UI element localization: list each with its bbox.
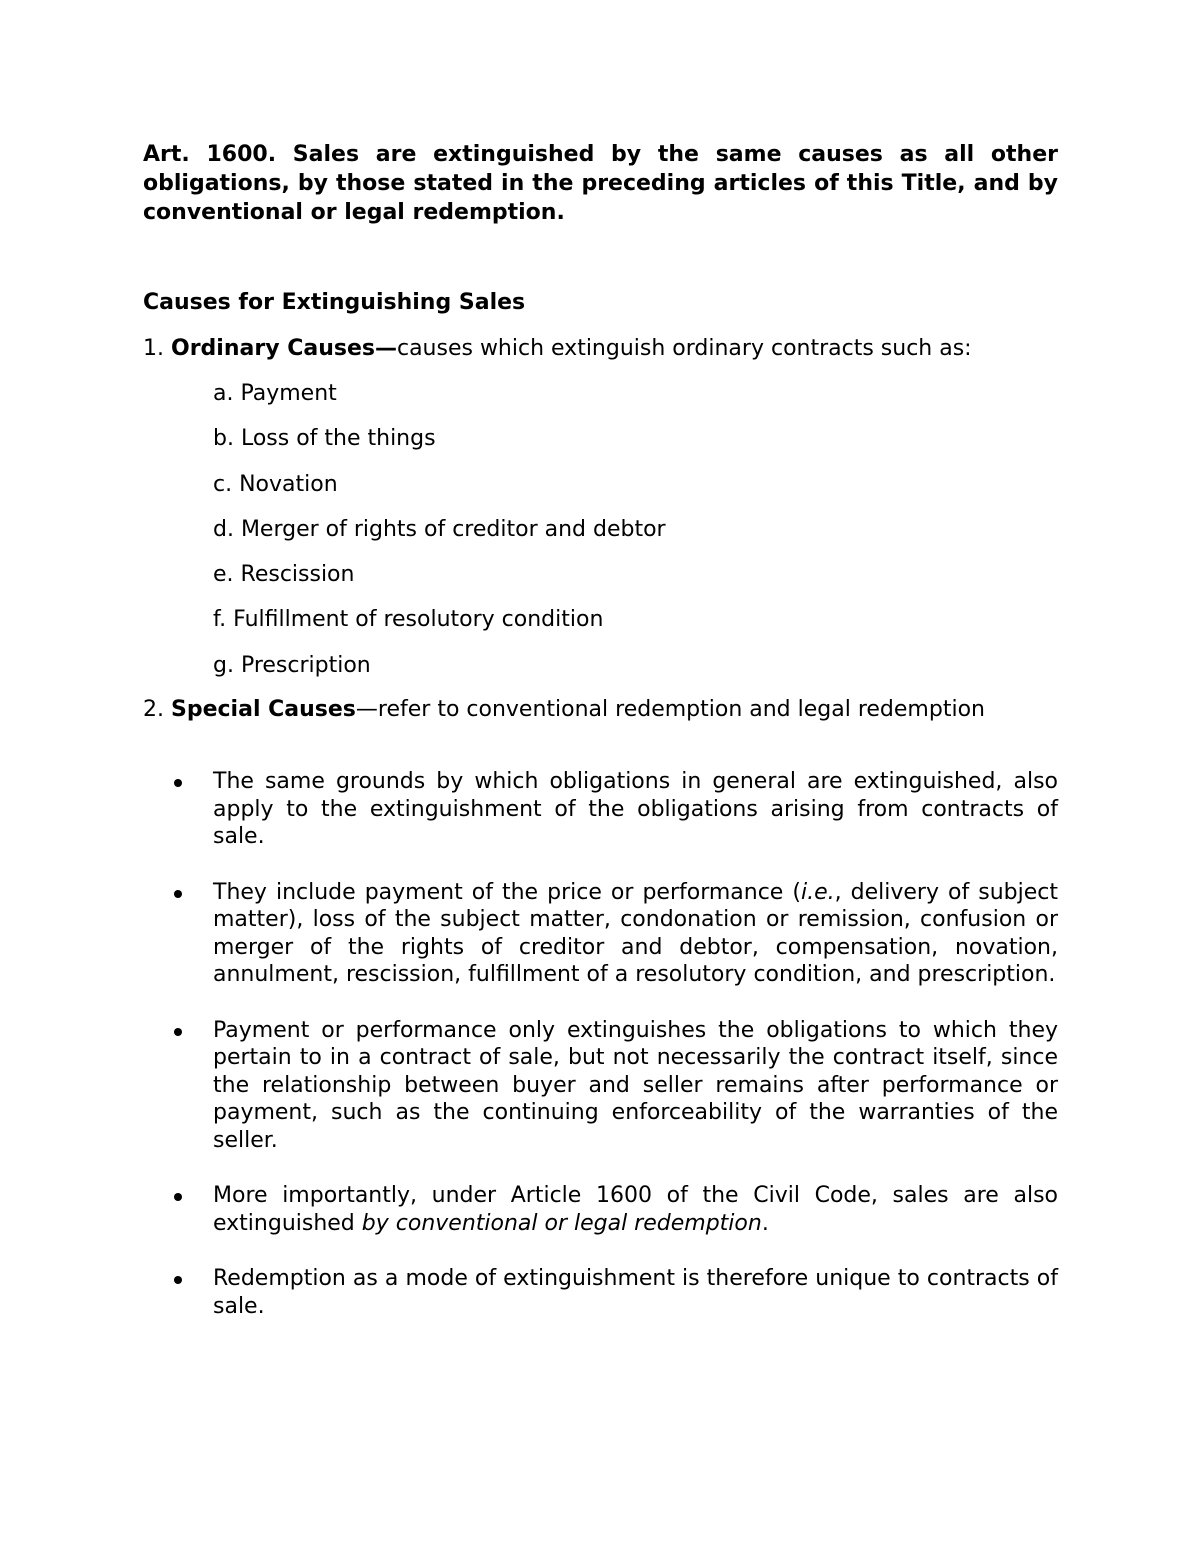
bullet-text-italic: by conventional or legal redemption [361,1210,762,1236]
special-label: Special Causes [171,697,356,722]
bullet-item [143,879,1058,989]
bullet-text: The same grounds by which obligations in general are extinguished, also apply to the extinguishment of the obligations arising from contracts of sale. [213,769,1058,849]
ordinary-causes-list [213,380,666,697]
ordinary-causes-item [143,335,972,363]
bullet-text-pre: They include payment of the price or performance ( [213,879,801,905]
bullet-text-post: . [761,1210,769,1236]
list-item: d. Merger of rights of creditor and debtor [213,516,666,542]
section-heading: Causes for Extinguishing Sales [143,290,526,315]
list-item: g. Prescription [213,652,371,678]
bullet-icon [174,890,182,898]
document-page [143,140,1058,1319]
special-text: —refer to conventional redemption and legal redemption [355,697,985,722]
list-item: f. Fulfillment of resolutory condition [213,607,604,633]
bullet-icon [174,1028,182,1036]
bullet-item [143,1017,1058,1155]
list-item: e. Rescission [213,562,355,588]
article-text: Art. 1600. Sales are extinguished by the same causes as all other obligations, by those stated in the preceding articles of this Title, and by conventional or legal redemption. [143,142,1058,225]
bullet-item [143,1265,1058,1320]
ordinary-text: causes which extinguish ordinary contracts such as: [396,336,972,361]
bullet-item [143,768,1058,851]
bullet-item [143,1182,1058,1237]
bullet-icon [174,1276,182,1284]
ordinary-number: 1. [143,336,164,361]
list-item: c. Novation [213,471,338,497]
bullet-icon [174,1193,182,1201]
list-item: a. Payment [213,381,337,406]
bullet-icon [174,779,182,787]
list-item: b. Loss of the things [213,426,436,452]
bullet-text-pre: More importantly, under Article 1600 of the Civil Code, sales are also extinguished [213,1183,1058,1236]
bullet-text-post: , delivery of subject matter), loss of the subject matter, condonation or remission, confusion or merger of the rights of creditor and debtor, compensation, novation, annulment, rescission, fulfillment of a resolutory condition, and prescription. [213,879,1058,987]
special-causes-item [143,696,985,724]
bullet-text: Redemption as a mode of extinguishment is therefore unique to contracts of sale. [213,1266,1058,1319]
bullet-list [143,768,1058,1348]
bullet-text: Payment or performance only extinguishes the obligations to which they pertain to in a contract of sale, but not necessarily the contract itself, since the relationship between buyer and seller remains after performance or payment, such as the continuing enforceability of the warranties of the seller. [213,1017,1058,1153]
special-number: 2. [143,697,164,722]
bullet-text-italic: i.e. [800,879,835,905]
ordinary-label: Ordinary Causes— [171,336,397,361]
